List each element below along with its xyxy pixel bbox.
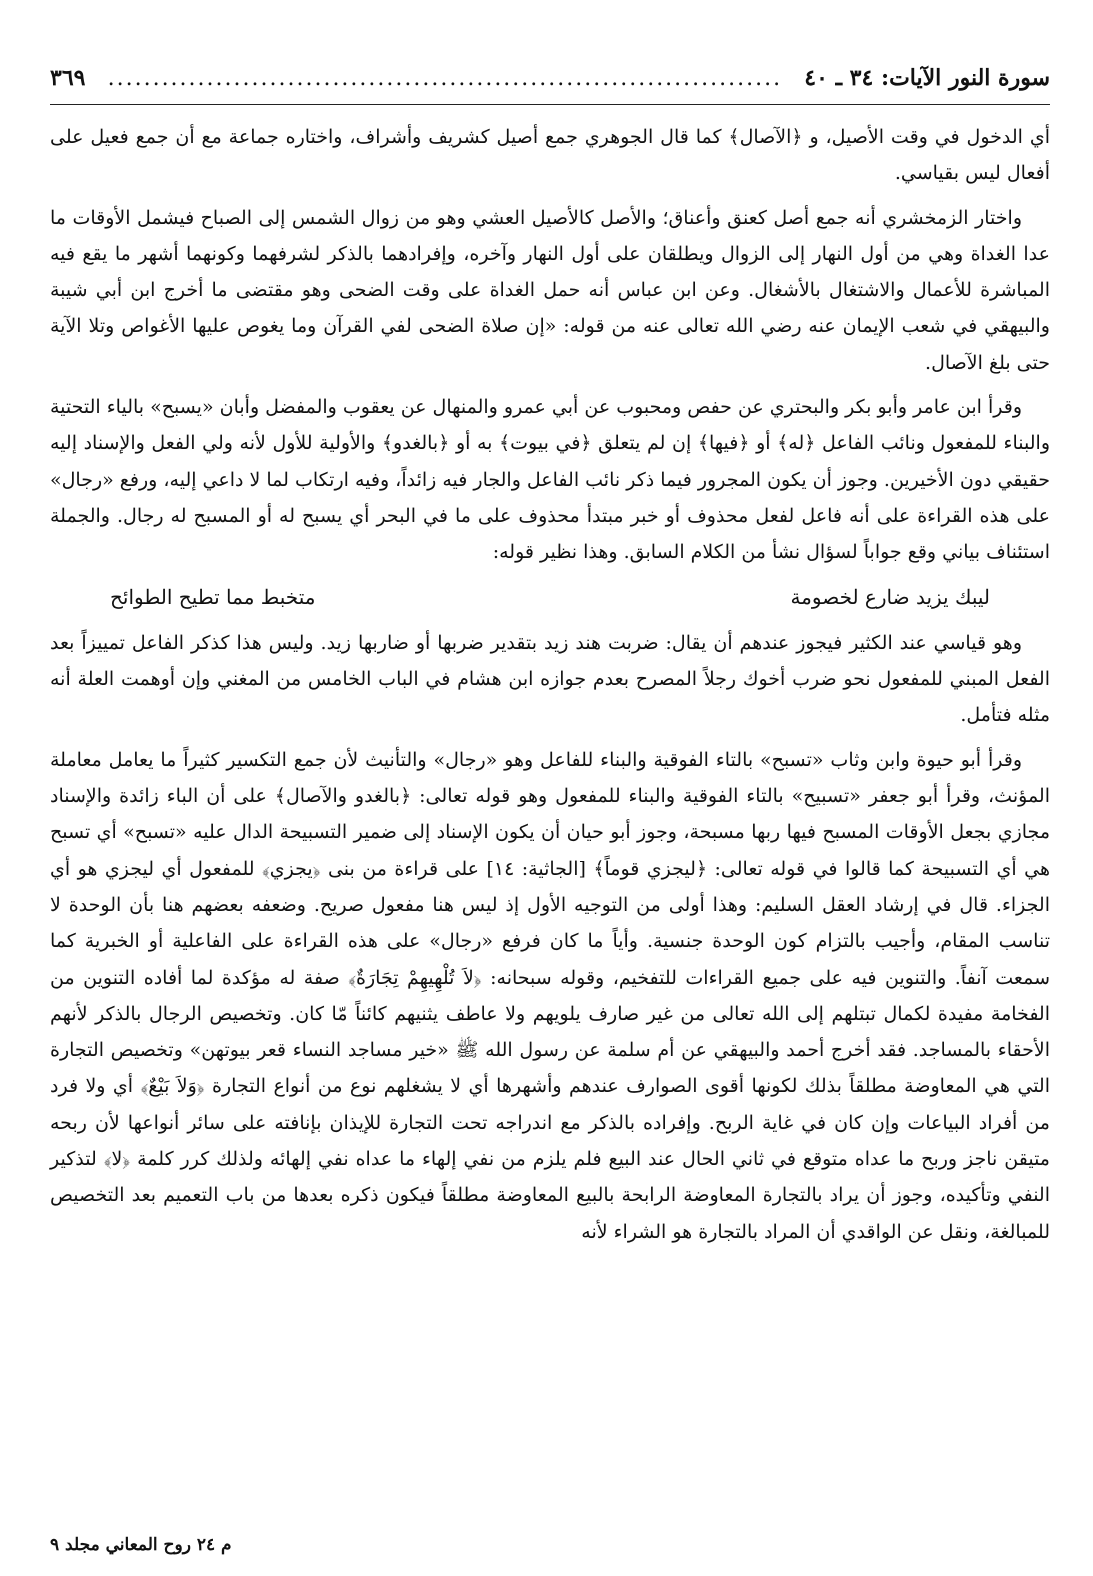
paragraph: وقرأ ابن عامر وأبو بكر والبحتري عن حفص ومحبوب عن أبي عمرو والمنهال عن يعقوب والمفضل وأبان «يسبح» بالياء التحتية والبناء للمفعول ونائب الفاعل ﴿له﴾ أو ﴿فيها﴾ إن لم يتعلق ﴿في بيوت﴾ به أو ﴿بالغدو﴾ والأولية للأول لأنه ولي الفعل والإسناد إليه حقيقي دون الأخيرين. وجوز أن يكون المجرور فيما ذكر نائب الفاعل والجار فيه زائداً، وفيه ارتكاب لما لا داعي إليه، ورفع «رجال» على هذه القراءة على أنه فاعل لفعل محذوف أو خبر مبتدأ محذوف على ما في البحر أي يسبح له أو المسبح له رجال. والجملة استئناف بياني وقع جواباً لسؤال نشأ من الكلام السابق. وهذا نظير قوله: (49, 396, 1050, 564)
page-number: ٣٦٩ (50, 65, 86, 91)
paragraph: واختار الزمخشري أنه جمع أصل كعنق وأعناق؛ والأصل كالأصيل العشي وهو من زوال الشمس إلى الصباح فيشمل الأوقات ما عدا الغداة وهي من أول النهار إلى الزوال ويطلقان على أول النهار وآخره، وإفرادهما بالذكر لشرفهما وكونهما أشهر ما يقع فيه المباشرة للأعمال والاشتغال بالأشغال. وعن ابن عباس أنه حمل الغداة على وقت الضحى وهو مقتضى ما أخرج ابن أبي شيبة والبيهقي في شعب الإيمان عنه رضي الله تعالى عنه من قوله: «إن صلاة الضحى لفي القرآن وما يغوص عليها الأغواص وتلا الآية حتى بلغ الآصال. (50, 206, 1050, 374)
poetry-verse (110, 579, 990, 615)
paragraph: وهو قياسي عند الكثير فيجوز عندهم أن يقال: ضربت هند زيد بتقدير ضربها أو ضاربها زيد. وليس هذا كذكر الفاعل تمييزاً بعد الفعل المبني للمفعول نحو ضرب أخوك رجلاً المصرح بعدم جوازه ابن هشام في الباب الخامس من المغني وإن أوهمت العلة أنه مثله فتأمل. (50, 631, 1050, 727)
sura-title: سورة النور الآيات: ٣٤ ـ ٤٠ (804, 65, 1050, 91)
header-leader-dots: ........................................................................... (107, 65, 783, 91)
verse-second-hemistich: متخبط مما تطيح الطوائح (110, 584, 316, 609)
text-body (50, 119, 1050, 1250)
verse-first-hemistich: ليبك يزيد ضارع لخصومة (790, 584, 990, 609)
paragraph: أي الدخول في وقت الأصيل، و ﴿الآصال﴾ كما قال الجوهري جمع أصيل كشريف وأشراف، واختاره جماعة مع أن جمع فعيل على أفعال ليس بقياسي. (50, 126, 1050, 185)
paragraph: وقرأ أبو حيوة وابن وثاب «تسبح» بالتاء الفوقية والبناء للفاعل وهو «رجال» والتأنيث لأن جمع التكسير كثيراً ما يعامل معاملة المؤنث، وقرأ أبو جعفر «تسبيح» بالتاء الفوقية والبناء للمفعول وهو قوله تعالى: ﴿بالغدو والآصال﴾ على أن الباء زائدة والإسناد مجازي بجعل الأوقات المسبح فيها ربها مسبحة، وجوز أبو حيان أن يكون الإسناد إلى ضمير التسبيحة الدال عليه «تسبح» أي تسبح هي أي التسبيحة كما قالوا في قوله تعالى: ﴿ليجزي قوماً﴾ [الجاثية: ١٤] على قراءة من بنى ﴿يجزي﴾ للمفعول أي ليجزي هو أي الجزاء. قال في إرشاد العقل السليم: وهذا أولى من التوجيه الأول إذ ليس هنا مفعول صريح. وضعفه بعضهم هنا بأن الوحدة لا تناسب المقام، وأجيب بالتزام كون الوحدة جنسية. وأياً ما كان فرفع «رجال» على هذه القراءة على الفاعلية أو الخبرية كما سمعت آنفاً. والتنوين فيه على جميع القراءات للتفخيم، وقوله سبحانه: ﴿لاَ تُلْهِيهِمْ تِجَارَةٌ﴾ صفة له مؤكدة لما أفاده التنوين من الفخامة مفيدة لكمال تبتلهم إلى الله تعالى من غير صارف يلويهم ولا عاطف يثنيهم كائناً مّا كان. وتخصيص الرجال بالذكر لأنهم الأحقاء بالمساجد. فقد أخرج أحمد والبيهقي عن أم سلمة عن رسول الله ﷺ «خير مساجد النساء قعر بيوتهن» وتخصيص التجارة التي هي المعاوضة مطلقاً بذلك لكونها أقوى الصوارف عندهم وأشهرها أي لا يشغلهم نوع من أنواع التجارة ﴿وَلاَ بَيْعٌ﴾ أي ولا فرد من أفراد البياعات وإن كان في غاية الربح. وإفراده بالذكر مع اندراجه تحت التجارة للإيذان بإنافته على سائر أنواعها لأن ربحه متيقن ناجز وربح ما عداه متوقع في ثاني الحال عند البيع فلم يلزم من نفي إلهاء ما عداه نفي إلهائه ولذلك كرر كلمة ﴿لا﴾ لتذكير النفي وتأكيده، وجوز أن يراد بالتجارة المعاوضة الرابحة بالبيع المعاوضة مطلقاً فيكون ذكره بعدها من باب التعميم بعد التخصيص للمبالغة، ونقل عن الواقدي أن المراد بالتجارة هو الشراء لأنه (50, 748, 1051, 1243)
footer-signature: م ٢٤ روح المعاني مجلد ٩ (50, 1535, 232, 1555)
page (50, 56, 1050, 1258)
running-header (50, 56, 1050, 105)
